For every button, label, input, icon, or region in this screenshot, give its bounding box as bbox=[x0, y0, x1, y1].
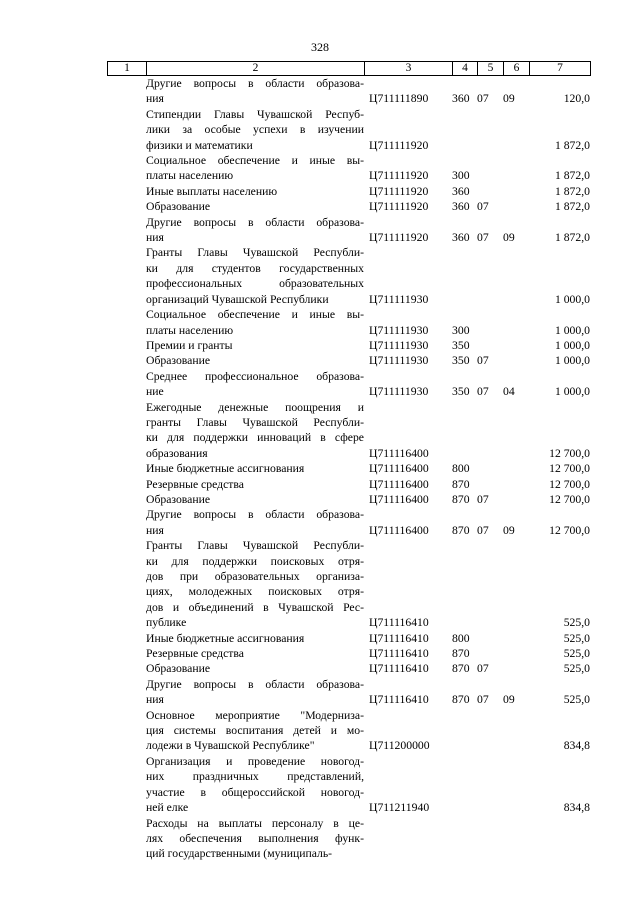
row-values bbox=[107, 477, 590, 492]
description-line: публике bbox=[146, 616, 187, 630]
description-line: лях обеспечения выполнения функ- bbox=[146, 831, 364, 845]
description-line: Иные бюджетные ассигнования bbox=[146, 462, 305, 476]
description-line: Гранты Главы Чувашской Республи- bbox=[146, 539, 364, 553]
description-line: ки для поддержки поисковых отря- bbox=[146, 554, 364, 568]
row-values bbox=[107, 323, 590, 338]
target-code: Ц711116400 bbox=[369, 446, 429, 460]
amount: 1 872,0 bbox=[554, 231, 590, 245]
description-line: ция системы воспитания детей и мо- bbox=[146, 724, 364, 738]
table-row bbox=[107, 538, 590, 630]
table-body bbox=[107, 76, 590, 862]
row-values bbox=[107, 292, 590, 307]
row-values bbox=[107, 461, 590, 476]
expense-type: 800 bbox=[452, 631, 470, 645]
target-code: Ц711111930 bbox=[369, 385, 429, 399]
description-line: Ежегодные денежные поощрения и bbox=[146, 400, 364, 414]
description-line: Среднее профессиональное образова- bbox=[146, 369, 364, 383]
amount: 834,8 bbox=[563, 801, 590, 815]
amount: 525,0 bbox=[563, 616, 590, 630]
amount: 1 000,0 bbox=[554, 338, 590, 352]
row-values bbox=[107, 846, 590, 861]
expense-type: 360 bbox=[452, 200, 470, 214]
target-code: Ц711111920 bbox=[369, 169, 429, 183]
description-line: дов при образовательных организа- bbox=[146, 570, 364, 583]
table-row bbox=[107, 507, 590, 538]
amount: 1 000,0 bbox=[554, 385, 590, 399]
amount: 1 872,0 bbox=[554, 169, 590, 183]
description-line: Другие вопросы в области образова- bbox=[146, 508, 364, 522]
description-line: образования bbox=[146, 446, 208, 460]
row-values bbox=[107, 168, 590, 183]
subsection-code: 09 bbox=[503, 693, 515, 707]
description-line: платы населению bbox=[146, 169, 234, 183]
expense-type: 350 bbox=[452, 385, 470, 399]
section-code: 07 bbox=[477, 354, 489, 368]
description-line: Стипендии Главы Чувашской Респуб- bbox=[146, 107, 364, 121]
amount: 1 000,0 bbox=[554, 354, 590, 368]
table-row bbox=[107, 353, 590, 368]
table-row bbox=[107, 646, 590, 661]
header-col-6: 6 bbox=[504, 62, 530, 76]
expense-type: 870 bbox=[452, 492, 470, 506]
target-code: Ц711111930 bbox=[369, 323, 429, 337]
table-row bbox=[107, 307, 590, 338]
description-line: лики за особые успехи в изучении bbox=[146, 123, 364, 137]
row-values bbox=[107, 492, 590, 507]
description-line: ния bbox=[146, 231, 164, 245]
table-header bbox=[107, 61, 591, 76]
expense-type: 360 bbox=[452, 231, 470, 245]
description-line: Гранты Главы Чувашской Республи- bbox=[146, 246, 364, 260]
amount: 12 700,0 bbox=[549, 477, 590, 491]
description-line: Основное мероприятие "Модерниза- bbox=[146, 708, 364, 722]
description-line: Расходы на выплаты персоналу в це- bbox=[146, 816, 364, 830]
amount: 120,0 bbox=[563, 92, 590, 106]
expense-type: 350 bbox=[452, 338, 470, 352]
description-line: гранты Главы Чувашской Республи- bbox=[146, 415, 364, 429]
description-line: Иные бюджетные ассигнования bbox=[146, 631, 305, 645]
description-line: Резервные средства bbox=[146, 647, 244, 661]
header-col-7: 7 bbox=[530, 62, 591, 76]
description-line: ки для поддержки инноваций в сфере bbox=[146, 431, 364, 445]
section-code: 07 bbox=[477, 92, 489, 106]
description-line: них праздничных представлений, bbox=[146, 770, 364, 784]
target-code: Ц711111930 bbox=[369, 354, 429, 368]
description-line: ней елке bbox=[146, 801, 189, 815]
target-code: Ц711111930 bbox=[369, 338, 429, 352]
table-row bbox=[107, 677, 590, 708]
target-code: Ц711111920 bbox=[369, 184, 429, 198]
expense-type: 870 bbox=[452, 647, 470, 661]
description-line: лодежи в Чувашской Республике" bbox=[146, 739, 315, 753]
amount: 12 700,0 bbox=[549, 446, 590, 460]
expense-type: 350 bbox=[452, 354, 470, 368]
expense-type: 300 bbox=[452, 169, 470, 183]
row-values bbox=[107, 446, 590, 461]
description-line: ния bbox=[146, 523, 164, 537]
section-code: 07 bbox=[477, 662, 489, 676]
description-line: платы населению bbox=[146, 323, 234, 337]
section-code: 07 bbox=[477, 200, 489, 214]
amount: 525,0 bbox=[563, 662, 590, 676]
table-row bbox=[107, 816, 590, 862]
description-line: профессиональных образовательных bbox=[146, 277, 364, 291]
target-code: Ц711116410 bbox=[369, 647, 429, 661]
amount: 1 872,0 bbox=[554, 184, 590, 198]
description-line: физики и математики bbox=[146, 138, 253, 152]
expense-type: 300 bbox=[452, 323, 470, 337]
table-row bbox=[107, 215, 590, 246]
amount: 12 700,0 bbox=[549, 462, 590, 476]
expense-type: 800 bbox=[452, 462, 470, 476]
amount: 525,0 bbox=[563, 693, 590, 707]
table-row bbox=[107, 338, 590, 353]
expense-type: 870 bbox=[452, 662, 470, 676]
subsection-code: 09 bbox=[503, 92, 515, 106]
description-line: Другие вопросы в области образова- bbox=[146, 215, 364, 229]
row-values bbox=[107, 646, 590, 661]
description-line: ций государственными (муниципаль- bbox=[146, 847, 333, 861]
description-line: Социальное обеспечение и иные вы- bbox=[146, 308, 364, 322]
table-row bbox=[107, 661, 590, 676]
amount: 1 000,0 bbox=[554, 323, 590, 337]
amount: 1 872,0 bbox=[554, 138, 590, 152]
amount: 12 700,0 bbox=[549, 523, 590, 537]
subsection-code: 09 bbox=[503, 231, 515, 245]
description-line: Социальное обеспечение и иные вы- bbox=[146, 154, 364, 168]
target-code: Ц711116400 bbox=[369, 477, 429, 491]
table-row bbox=[107, 477, 590, 492]
header-col-1: 1 bbox=[108, 62, 147, 76]
description-line: дов и объединений в Чувашской Рес- bbox=[146, 600, 364, 614]
page-number: 328 bbox=[311, 40, 329, 54]
row-values bbox=[107, 138, 590, 153]
description-line: Образование bbox=[146, 200, 211, 214]
target-code: Ц711116410 bbox=[369, 616, 429, 630]
table-row bbox=[107, 492, 590, 507]
header-col-5: 5 bbox=[478, 62, 504, 76]
target-code: Ц711111890 bbox=[369, 92, 429, 106]
row-values bbox=[107, 230, 590, 245]
row-values bbox=[107, 353, 590, 368]
row-values bbox=[107, 384, 590, 399]
target-code: Ц711200000 bbox=[369, 739, 430, 753]
table-row bbox=[107, 153, 590, 184]
table-row bbox=[107, 369, 590, 400]
description-line: Образование bbox=[146, 492, 211, 506]
description-line: Другие вопросы в области образова- bbox=[146, 677, 364, 691]
target-code: Ц711211940 bbox=[369, 801, 430, 815]
expense-type: 870 bbox=[452, 523, 470, 537]
section-code: 07 bbox=[477, 523, 489, 537]
row-values bbox=[107, 184, 590, 199]
target-code: Ц711111930 bbox=[369, 292, 429, 306]
description-line: участие в общероссийской новогод- bbox=[146, 785, 364, 799]
description-line: ки для студентов государственных bbox=[146, 261, 364, 275]
row-values bbox=[107, 738, 590, 753]
expense-type: 870 bbox=[452, 477, 470, 491]
amount: 834,8 bbox=[563, 739, 590, 753]
description-line: ния bbox=[146, 92, 164, 106]
section-code: 07 bbox=[477, 693, 489, 707]
amount: 1 872,0 bbox=[554, 200, 590, 214]
expense-type: 870 bbox=[452, 693, 470, 707]
description-line: Премии и гранты bbox=[146, 338, 233, 352]
amount: 1 000,0 bbox=[554, 292, 590, 306]
row-values bbox=[107, 615, 590, 630]
target-code: Ц711116410 bbox=[369, 631, 429, 645]
target-code: Ц711111920 bbox=[369, 200, 429, 214]
target-code: Ц711116410 bbox=[369, 693, 429, 707]
row-values bbox=[107, 338, 590, 353]
row-values bbox=[107, 91, 590, 106]
header-col-4: 4 bbox=[453, 62, 478, 76]
target-code: Ц711116400 bbox=[369, 523, 429, 537]
table-row bbox=[107, 754, 590, 816]
target-code: Ц711116400 bbox=[369, 492, 429, 506]
description-line: ние bbox=[146, 385, 164, 399]
amount: 525,0 bbox=[563, 647, 590, 661]
description-line: ния bbox=[146, 693, 164, 707]
description-line: Образование bbox=[146, 662, 211, 676]
row-values bbox=[107, 631, 590, 646]
table-row bbox=[107, 199, 590, 214]
expense-type: 360 bbox=[452, 92, 470, 106]
table-row bbox=[107, 76, 590, 107]
target-code: Ц711116410 bbox=[369, 662, 429, 676]
header-col-2: 2 bbox=[147, 62, 365, 76]
target-code: Ц711116400 bbox=[369, 462, 429, 476]
table-row bbox=[107, 107, 590, 153]
section-code: 07 bbox=[477, 231, 489, 245]
table-row bbox=[107, 631, 590, 646]
table-row bbox=[107, 461, 590, 476]
row-values bbox=[107, 800, 590, 815]
row-values bbox=[107, 523, 590, 538]
subsection-code: 09 bbox=[503, 523, 515, 537]
amount: 12 700,0 bbox=[549, 492, 590, 506]
section-code: 07 bbox=[477, 385, 489, 399]
expense-type: 360 bbox=[452, 184, 470, 198]
target-code: Ц711111920 bbox=[369, 231, 429, 245]
row-values bbox=[107, 199, 590, 214]
subsection-code: 04 bbox=[503, 385, 515, 399]
description-line: Иные выплаты населению bbox=[146, 184, 278, 198]
target-code: Ц711111920 bbox=[369, 138, 429, 152]
description-line: Резервные средства bbox=[146, 477, 244, 491]
table-row bbox=[107, 708, 590, 754]
description-line: Образование bbox=[146, 354, 211, 368]
table-row bbox=[107, 400, 590, 462]
row-values bbox=[107, 661, 590, 676]
amount: 525,0 bbox=[563, 631, 590, 645]
budget-table bbox=[107, 61, 590, 862]
row-values bbox=[107, 692, 590, 707]
description-line: циях, молодежных поисковых отря- bbox=[146, 585, 364, 599]
description-line: Другие вопросы в области образова- bbox=[146, 77, 364, 90]
table-row bbox=[107, 245, 590, 307]
header-col-3: 3 bbox=[365, 62, 453, 76]
description-line: Организация и проведение новогод- bbox=[146, 754, 364, 768]
description-line: организаций Чувашской Республики bbox=[146, 292, 329, 306]
section-code: 07 bbox=[477, 492, 489, 506]
table-row bbox=[107, 184, 590, 199]
